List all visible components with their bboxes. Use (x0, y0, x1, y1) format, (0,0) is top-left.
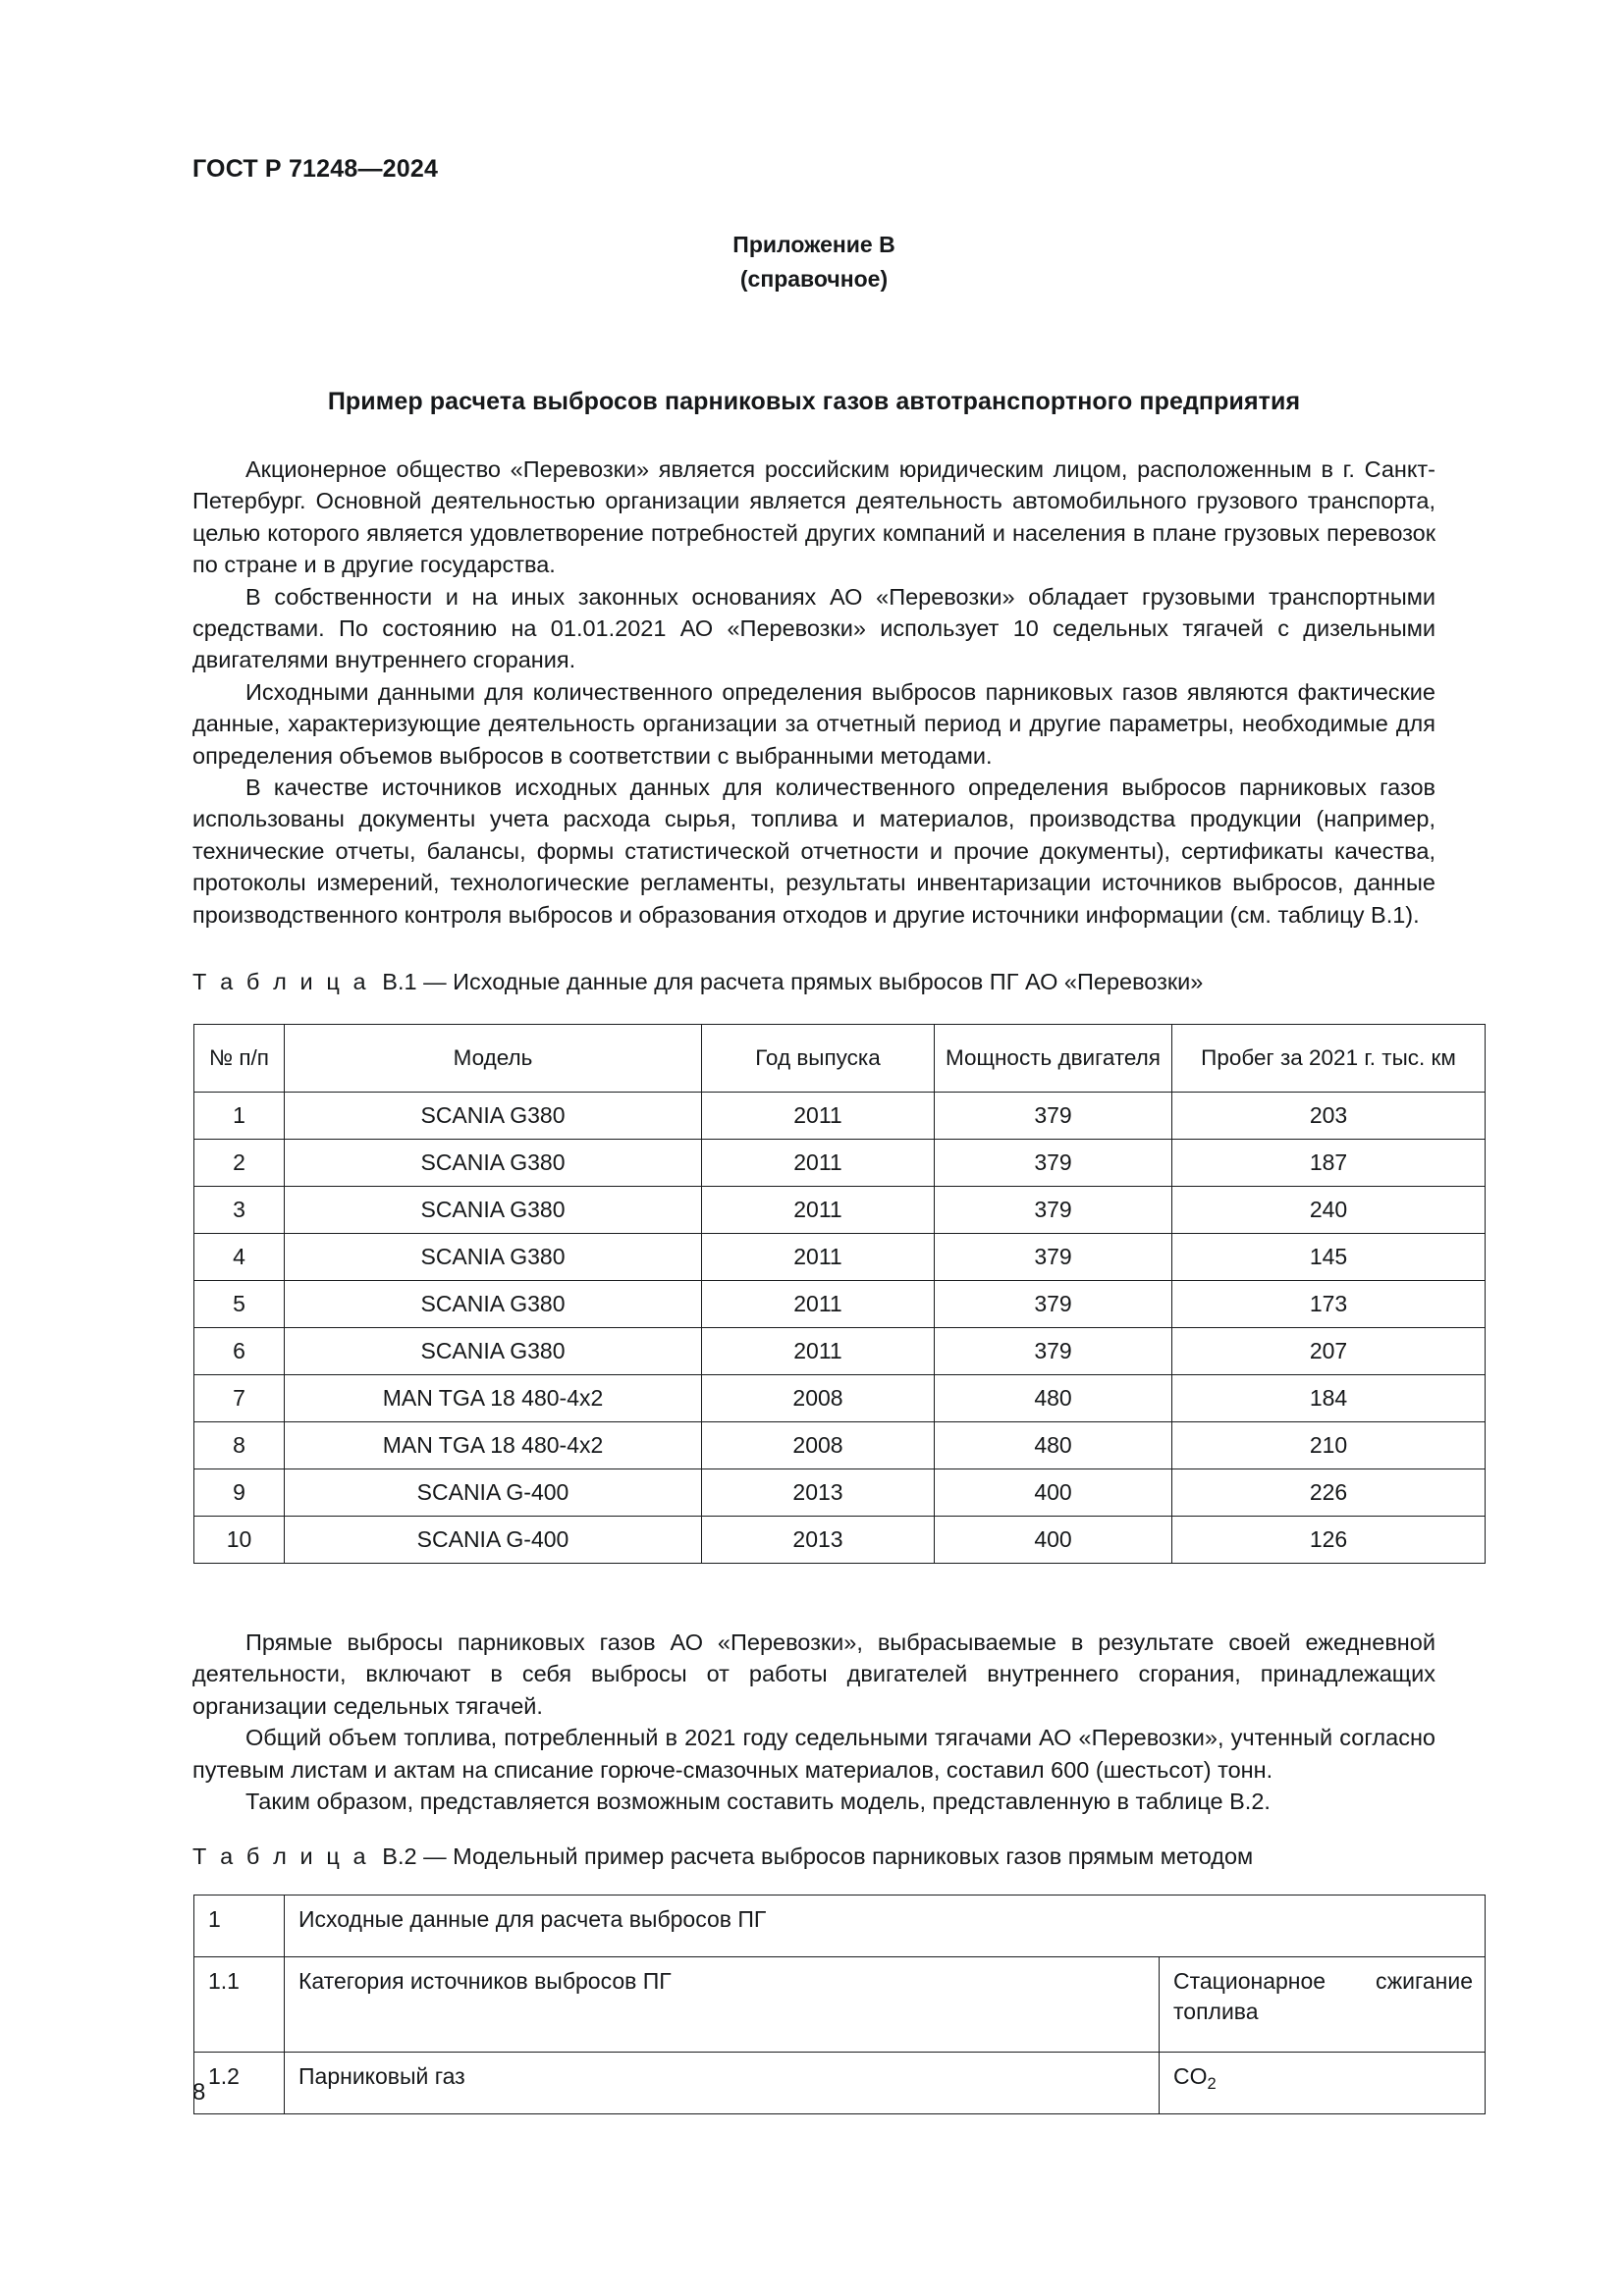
cell-model: SCANIA G380 (285, 1187, 702, 1234)
cell-year: 2008 (702, 1422, 935, 1469)
table-b1-col-year: Год выпуска (702, 1025, 935, 1093)
cell-number: 8 (194, 1422, 285, 1469)
paragraph-1: Акционерное общество «Перевозки» является российским юридическим лицом, расположенным в г. Санкт-Петербург. Основной деятельностью организации является деятельность автомобильного грузового транспорта, целью которого является удовлетворение потребностей других компаний и населения в плане грузовых перевозок по стране и в другие государства. (192, 456, 1435, 578)
cell-item-number: 1 (194, 1896, 285, 1957)
cell-model: SCANIA G-400 (285, 1469, 702, 1517)
cell-item-description: Исходные данные для расчета выбросов ПГ (285, 1896, 1486, 1957)
cell-mileage: 203 (1172, 1093, 1486, 1140)
table-b2 (193, 1895, 1486, 2114)
table-b1-caption-text: — Исходные данные для расчета прямых выбросов ПГ АО «Перевозки» (423, 969, 1204, 994)
table-row (194, 1140, 1486, 1187)
table-b1-caption-label: Т а б л и ц а (192, 969, 370, 994)
cell-year: 2008 (702, 1375, 935, 1422)
table-row (194, 1093, 1486, 1140)
cell-model: SCANIA G380 (285, 1093, 702, 1140)
document-header-standard-id: ГОСТ Р 71248—2024 (192, 155, 439, 183)
appendix-kind: (справочное) (739, 266, 889, 292)
cell-number: 6 (194, 1328, 285, 1375)
cell-number: 7 (194, 1375, 285, 1422)
cell-power: 379 (935, 1234, 1172, 1281)
paragraph-6: Общий объем топлива, потребленный в 2021 году седельными тягачами АО «Перевозки», учтенный согласно путевым листам и актам на списание горюче-смазочных материалов, составил 600 (шестьсот) тонн. (192, 1725, 1435, 1783)
cell-number: 2 (194, 1140, 285, 1187)
table-b1 (193, 1024, 1486, 1564)
cell-mileage: 207 (1172, 1328, 1486, 1375)
cell-number: 5 (194, 1281, 285, 1328)
cell-model: SCANIA G380 (285, 1328, 702, 1375)
cell-power: 400 (935, 1517, 1172, 1564)
cell-power: 379 (935, 1281, 1172, 1328)
table-b1-header-row (194, 1025, 1486, 1093)
table-row (194, 1281, 1486, 1328)
body-text-block-one (192, 454, 1435, 931)
table-row (194, 1517, 1486, 1564)
appendix-name: Приложение В (732, 232, 895, 257)
table-b2-caption (192, 1842, 1253, 1871)
cell-mileage: 126 (1172, 1517, 1486, 1564)
cell-number: 10 (194, 1517, 285, 1564)
cell-item-description: Категория источников выбросов ПГ (285, 1957, 1160, 2053)
table-row (194, 1187, 1486, 1234)
table-b1-col-power: Мощность двигателя (935, 1025, 1172, 1093)
cell-item-description: Парниковый газ (285, 2053, 1160, 2114)
table-row (194, 1896, 1486, 1957)
cell-number: 1 (194, 1093, 285, 1140)
table-b1-col-model: Модель (285, 1025, 702, 1093)
cell-power: 379 (935, 1093, 1172, 1140)
cell-item-number: 1.2 (194, 2053, 285, 2114)
table-row (194, 1375, 1486, 1422)
table-b1-caption-number: В.1 (382, 969, 417, 994)
cell-mileage: 173 (1172, 1281, 1486, 1328)
cell-year: 2011 (702, 1281, 935, 1328)
cell-mileage: 240 (1172, 1187, 1486, 1234)
cell-year: 2011 (702, 1328, 935, 1375)
cell-item-number: 1.1 (194, 1957, 285, 2053)
table-b2-caption-label: Т а б л и ц а (192, 1843, 370, 1869)
cell-power: 379 (935, 1187, 1172, 1234)
table-b1-col-mileage: Пробег за 2021 г. тыс. км (1172, 1025, 1486, 1093)
section-title: Пример расчета выбросов парниковых газов автотранспортного предприятия (327, 388, 1301, 415)
table-row (194, 1234, 1486, 1281)
table-row (194, 1957, 1486, 2053)
paragraph-4: В качестве источников исходных данных для количественного определения выбросов парниковых газов использованы документы учета расхода сырья, топлива и материалов, производства продукции (например, технические отчеты, балансы, формы статистической отчетности и прочие документы), сертификаты качества, протоколы измерений, технологические регламенты, результаты инвентаризации источников выбросов, данные производственного контроля выбросов и образования отходов и другие источники информации (см. таблицу В.1). (192, 774, 1435, 928)
cell-model: SCANIA G380 (285, 1234, 702, 1281)
table-row (194, 2053, 1486, 2114)
cell-power: 480 (935, 1422, 1172, 1469)
cell-model: SCANIA G-400 (285, 1517, 702, 1564)
table-row (194, 1422, 1486, 1469)
cell-model: MAN TGA 18 480-4x2 (285, 1422, 702, 1469)
cell-model: MAN TGA 18 480-4x2 (285, 1375, 702, 1422)
cell-model: SCANIA G380 (285, 1281, 702, 1328)
cell-year: 2011 (702, 1234, 935, 1281)
table-b2-caption-number: В.2 (382, 1843, 417, 1869)
cell-number: 3 (194, 1187, 285, 1234)
cell-mileage: 145 (1172, 1234, 1486, 1281)
cell-mileage: 226 (1172, 1469, 1486, 1517)
cell-power: 379 (935, 1328, 1172, 1375)
cell-mileage: 210 (1172, 1422, 1486, 1469)
table-row (194, 1328, 1486, 1375)
paragraph-7: Таким образом, представляется возможным составить модель, представленную в таблице В.2. (245, 1789, 1271, 1815)
body-text-block-two (192, 1627, 1435, 1817)
cell-item-value: Стационарное сжигание топлива (1160, 1957, 1486, 2053)
cell-mileage: 184 (1172, 1375, 1486, 1422)
table-b2-caption-text: — Модельный пример расчета выбросов парниковых газов прямым методом (423, 1843, 1254, 1869)
appendix-heading (192, 228, 1435, 296)
table-row (194, 1469, 1486, 1517)
cell-power: 400 (935, 1469, 1172, 1517)
cell-year: 2011 (702, 1187, 935, 1234)
cell-year: 2011 (702, 1140, 935, 1187)
paragraph-5: Прямые выбросы парниковых газов АО «Перевозки», выбрасываемые в результате своей ежедневной деятельности, включают в себя выбросы от работы двигателей внутреннего сгорания, принадлежащих организации седельных тягачей. (192, 1629, 1435, 1719)
cell-mileage: 187 (1172, 1140, 1486, 1187)
cell-item-value-formula: $CO_2$ (1160, 2053, 1486, 2114)
cell-power: 480 (935, 1375, 1172, 1422)
cell-model: SCANIA G380 (285, 1140, 702, 1187)
cell-number: 9 (194, 1469, 285, 1517)
paragraph-2: В собственности и на иных законных основаниях АО «Перевозки» обладает грузовыми транспортными средствами. По состоянию на 01.01.2021 АО «Перевозки» использует 10 седельных тягачей с дизельными двигателями внутреннего сгорания. (192, 583, 1435, 673)
table-b1-col-number: № п/п (194, 1025, 285, 1093)
cell-year: 2011 (702, 1093, 935, 1140)
cell-year: 2013 (702, 1469, 935, 1517)
cell-year: 2013 (702, 1517, 935, 1564)
cell-number: 4 (194, 1234, 285, 1281)
page-number: 8 (192, 2079, 206, 2106)
paragraph-3: Исходными данными для количественного определения выбросов парниковых газов являются фактические данные, характеризующие деятельность организации за отчетный период и другие параметры, необходимые для определения объемов выбросов в соответствии с выбранными методами. (192, 678, 1435, 769)
cell-power: 379 (935, 1140, 1172, 1187)
table-b1-caption (192, 967, 1203, 996)
